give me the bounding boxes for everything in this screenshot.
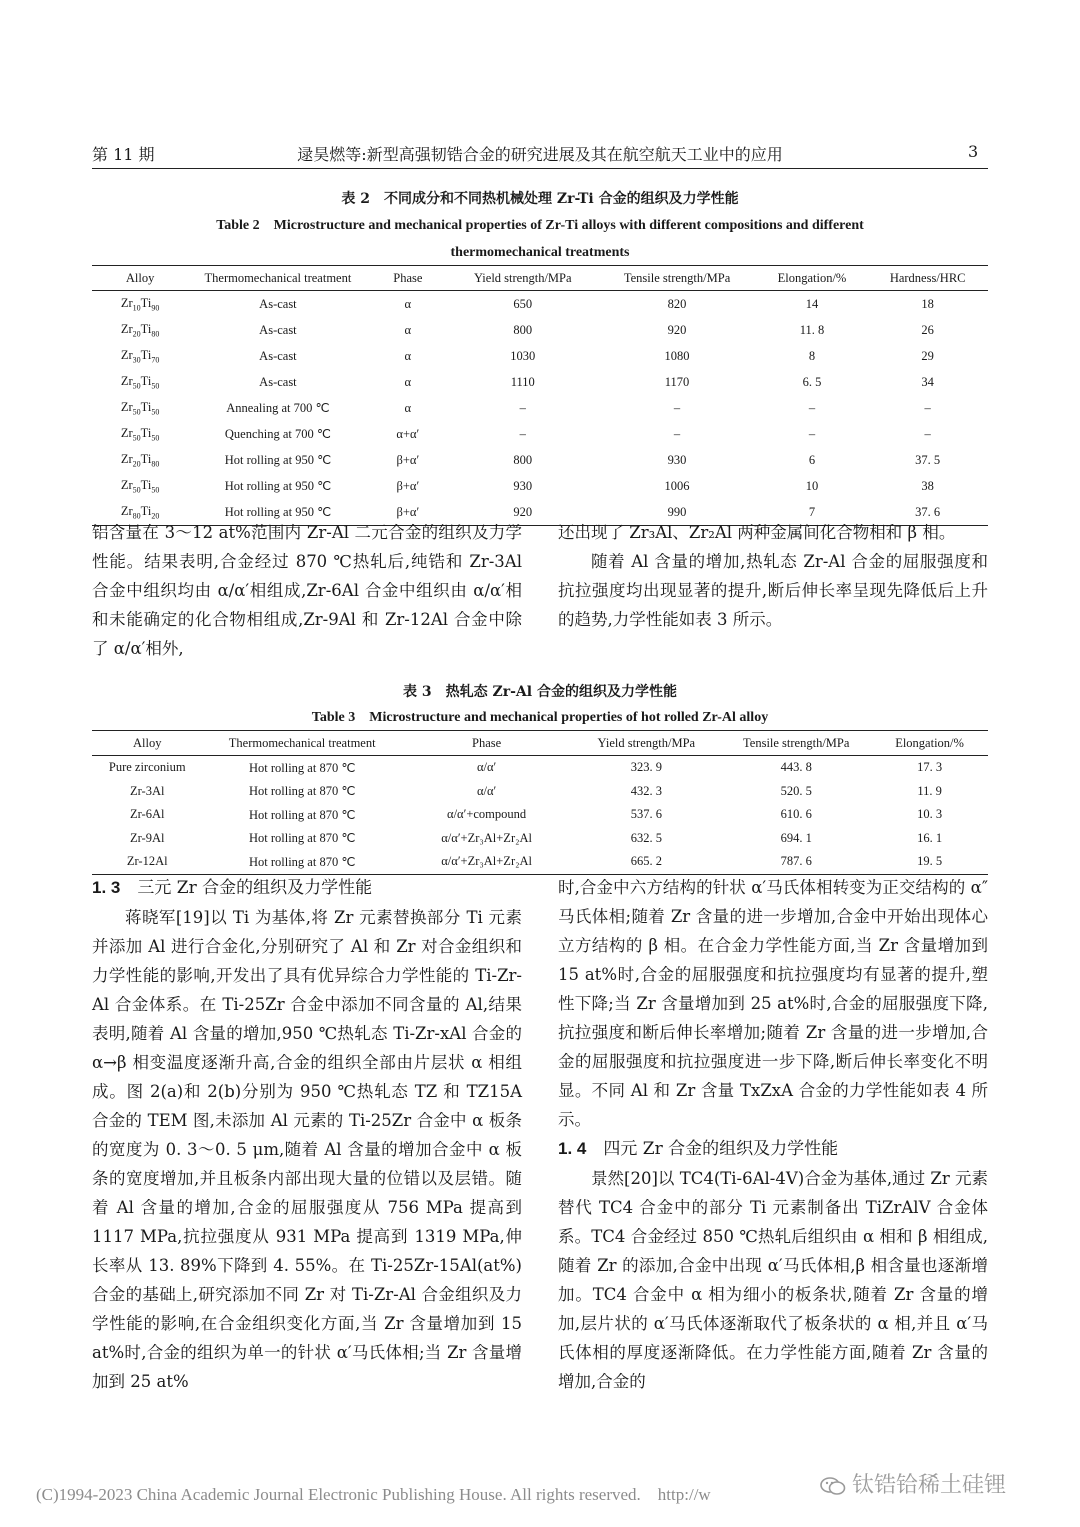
running-title: 逯昊燃等:新型高强韧锆合金的研究进展及其在航空航天工业中的应用 [297, 145, 783, 164]
alloy-element: Zr [120, 295, 133, 310]
alloy-fraction: 10 [132, 303, 141, 313]
alloy-fraction: 80 [151, 459, 160, 469]
treatment-cell: Hot rolling at 950 ℃ [224, 453, 332, 467]
phase-cell: α [404, 400, 412, 415]
watermark [820, 1468, 1006, 1499]
table3-col-yield: Yield strength/MPa [571, 731, 721, 756]
alloy-element: Ti [140, 503, 152, 518]
section-title: 四元 Zr 合金的组织及力学性能 [603, 1139, 839, 1159]
yield-cell: 1030 [510, 348, 536, 363]
alloy-fraction: 30 [132, 355, 141, 365]
hardness-cell: 38 [921, 478, 934, 493]
alloy-element: Ti [140, 373, 152, 388]
tensile-cell: 1170 [664, 374, 690, 389]
tensile-cell: 920 [667, 322, 687, 337]
phase-cell: α/α′ [476, 760, 497, 775]
tensile-cell: 990 [597, 499, 756, 526]
page-number: 3 [968, 142, 979, 161]
phase-cell: α/α′+compound [447, 807, 527, 822]
elongation-cell: 19. 5 [871, 850, 988, 874]
paragraph: 蒋晓军[19]以 Ti 为基体,将 Zr 元素替换部分 Ti 元素并添加 Al 进行合金化,分别研究了 Al 和 Zr 对合金组织和力学性能的影响,开发出了具有优异综合力学性能的 Ti-Zr-Al 合金体系。在 Ti-25Zr 合金中添加不同含量的 Al,结果表明,随着 Al 含量的增加,950 ℃热轧态 Ti-Zr-xAl 合金的 α→β 相变温度逐渐升高,合金的组织全部由片层状 α 相组成。图 2(a)和 2(b)分别为 950 ℃热轧态 TZ 和 TZ15A 合金的 TEM 图,未添加 Al 元素的 Ti-25Zr 合金中 α 板条的宽度为 0. 3～0. 5 μm,随着 Al 含量的增加合金中 α 板条的宽度增加,并且板条内部出现大量的位错以及层错。随着 Al 含量的增加,合金的屈服强度从 756 MPa 提高到 1117 MPa,抗拉强度从 931 MPa 提高到 1319 MPa,伸长率从 13. 89%下降到 4. 55%。在 Ti-25Zr-15Al(at%)合金的基础上,研究添加不同 Zr 对 Ti-Zr-Al 合金组织及力学性能的影响,在合金组织变化方面,当 Zr 含量增加到 15 at%时,合金的组织为单一的针状 α′马氏体相;当 Zr 含量增加到 25 at% [92, 908, 522, 1391]
table-row [92, 447, 988, 473]
alloy-cell: Zr-6Al [130, 807, 165, 822]
table2-col-tensile: Tensile strength/MPa [597, 266, 756, 291]
alloy-fraction: 50 [151, 485, 160, 495]
alloy-fraction: 50 [132, 381, 141, 391]
phase-cell: α [404, 374, 412, 389]
treatment-cell: Hot rolling at 870 ℃ [248, 760, 356, 775]
hardness-cell: – [924, 426, 931, 441]
elongation-cell: 10 [805, 478, 819, 493]
paragraph: 还出现了 Zr₃Al、Zr₂Al 两种金属间化合物相和 β 相。 [558, 523, 956, 542]
table2-caption-en-1: Table 2 Microstructure and mechanical properties of Zr-Ti alloys with different compositions and different [216, 218, 864, 233]
table3-caption-cn: 表 3 热轧态 Zr-Al 合金的组织及力学性能 [403, 684, 677, 700]
phase-cell: α [404, 322, 412, 337]
table-row [92, 369, 988, 395]
hardness-cell: 34 [921, 374, 934, 389]
phase-cell: β+α′ [368, 499, 448, 526]
paragraph: 景然[20]以 TC4(Ti-6Al-4V)合金为基体,通过 Zr 元素替代 TC4 合金中的部分 Ti 元素制备出 TiZrAlV 合金体系。TC4 合金经过 850 ℃热轧后组织由 α 相和 β 相组成,随着 Zr 的添加,合金中出现 α′马氏体相,β 相含量也逐渐增加。TC4 合金中 α 相为细小的板条状,随着 Zr 含量的增加,层片状的 α′马氏体逐渐取代了板条状的 α 相,并且 α′马氏体相的厚度逐渐降低。在力学性能方面,随着 Zr 含量的增加,合金的 [558, 1169, 988, 1391]
alloy-cell [92, 473, 188, 499]
table3-col-phase: Phase [402, 731, 572, 756]
alloy-element: Ti [140, 451, 152, 466]
alloy-fraction: 50 [132, 485, 141, 495]
table2-col-alloy: Alloy [92, 266, 188, 291]
alloy-cell [92, 447, 188, 473]
hardness-cell: 37. 5 [915, 452, 941, 467]
tensile-cell: 820 [667, 296, 687, 311]
yield-cell: 800 [513, 452, 533, 467]
table-row [92, 827, 988, 851]
section-number: 1. 4 [558, 1139, 587, 1158]
phase-cell: α [404, 296, 412, 311]
alloy-cell: Zr-3Al [130, 783, 165, 798]
table2-col-elongation: Elongation/% [757, 266, 868, 291]
table3 [92, 730, 988, 875]
elongation-cell: – [808, 426, 816, 441]
alloy-cell: Zr-12Al [92, 850, 202, 874]
table2 [92, 265, 988, 526]
table2-caption-en-2: thermomechanical treatments [450, 245, 630, 260]
body-right-2 [558, 873, 988, 1396]
phase-cell: α/α′+Zr₃Al+Zr₂Al [441, 830, 532, 845]
table-row [92, 395, 988, 421]
treatment-cell: Hot rolling at 870 ℃ [248, 831, 356, 846]
section-number: 1. 3 [92, 878, 121, 897]
alloy-fraction: 50 [132, 433, 141, 443]
paragraph: 铝含量在 3～12 at%范围内 Zr-Al 二元合金的组织及力学性能。结果表明,合金经过 870 ℃热轧后,纯锆和 Zr-3Al 合金中组织均由 α/α′相组成,Zr-6Al 合金中组织由 α/α′相和未能确定的化合物相组成,Zr-9Al 和 Zr-12Al 合金中除了 α/α′相外, [92, 523, 522, 658]
header-rule [92, 168, 988, 169]
treatment-cell: Hot rolling at 870 ℃ [248, 784, 356, 799]
treatment-cell: Hot rolling at 950 ℃ [224, 479, 332, 493]
hardness-cell: 26 [921, 322, 934, 337]
yield-cell: 537. 6 [630, 807, 662, 822]
alloy-fraction: 20 [151, 511, 160, 521]
alloy-fraction: 80 [151, 329, 160, 339]
table3-col-treatment: Thermomechanical treatment [202, 731, 401, 756]
elongation-cell: 14 [805, 296, 819, 311]
yield-cell: 920 [448, 499, 597, 526]
elongation-cell: – [808, 400, 816, 415]
yield-cell: – [519, 426, 526, 441]
alloy-fraction: 80 [132, 511, 141, 521]
yield-cell: – [519, 400, 526, 415]
yield-cell: 432. 3 [630, 783, 662, 798]
table-row [92, 473, 988, 499]
table-row [92, 317, 988, 343]
alloy-fraction: 50 [151, 407, 160, 417]
alloy-cell [92, 395, 188, 421]
alloy-cell [92, 421, 188, 447]
table-row [92, 343, 988, 369]
elongation-cell: 7 [757, 499, 868, 526]
alloy-element: Ti [140, 399, 152, 414]
alloy-element: Zr [120, 425, 133, 440]
table2-col-treatment: Thermomechanical treatment [188, 266, 367, 291]
alloy-cell [92, 317, 188, 343]
table3-caption-en: Table 3 Microstructure and mechanical properties of hot rolled Zr-Al alloy [311, 710, 769, 725]
alloy-element: Ti [140, 295, 152, 310]
body-right-1 [558, 518, 988, 634]
elongation-cell: 11. 9 [917, 783, 942, 798]
alloy-element: Ti [140, 347, 152, 362]
table-row [92, 291, 988, 318]
treatment-cell: As-cast [259, 296, 297, 311]
yield-cell: 800 [513, 322, 533, 337]
table3-header-row [92, 731, 988, 756]
tensile-cell: 610. 6 [780, 807, 812, 822]
elongation-cell: 10. 3 [917, 807, 943, 822]
alloy-fraction: 50 [132, 407, 141, 417]
body-left-1 [92, 518, 522, 663]
elongation-cell: 16. 1 [917, 830, 943, 845]
alloy-cell [92, 369, 188, 395]
table3-col-tensile: Tensile strength/MPa [721, 731, 871, 756]
alloy-element: Zr [120, 503, 133, 518]
table-row [92, 803, 988, 827]
table-row [92, 421, 988, 447]
treatment-cell: Annealing at 700 ℃ [226, 401, 330, 415]
tensile-cell: 787. 6 [721, 850, 871, 874]
phase-cell: α/α′ [476, 783, 497, 798]
alloy-fraction: 20 [132, 459, 141, 469]
table3-col-elongation: Elongation/% [871, 731, 988, 756]
alloy-element: Ti [140, 321, 152, 336]
copyright-footer: (C)1994-2023 China Academic Journal Electronic Publishing House. All rights reserved. http://w [36, 1485, 711, 1504]
alloy-cell [92, 291, 188, 318]
watermark-text: 钛锆铪稀土硅锂 [852, 1473, 1007, 1498]
table2-header-row [92, 266, 988, 291]
phase-cell: α+α′ [396, 426, 420, 441]
section-1-3 [92, 873, 522, 1396]
treatment-cell: Quenching at 700 ℃ [224, 427, 331, 441]
tensile-cell: 443. 8 [780, 760, 812, 775]
section-title: 三元 Zr 合金的组织及力学性能 [137, 878, 373, 898]
treatment-cell: Hot rolling at 870 ℃ [248, 807, 356, 822]
elongation-cell: 8 [808, 348, 816, 363]
alloy-element: Zr [120, 347, 133, 362]
alloy-fraction: 50 [151, 381, 160, 391]
hardness-cell: – [924, 400, 931, 415]
table2-col-yield: Yield strength/MPa [448, 266, 597, 291]
alloy-element: Ti [140, 477, 152, 492]
phase-cell: β+α′ [396, 478, 420, 493]
elongation-cell: 11. 8 [799, 322, 825, 337]
yield-cell: 632. 5 [630, 830, 662, 845]
table2-col-hardness: Hardness/HRC [867, 266, 988, 291]
alloy-element: Zr [120, 451, 133, 466]
alloy-fraction: 90 [151, 303, 160, 313]
alloy-cell: Pure zirconium [108, 760, 186, 775]
tensile-cell: 930 [667, 452, 687, 467]
alloy-cell: Zr-9Al [130, 830, 165, 845]
wechat-icon [820, 1476, 846, 1496]
hardness-cell: 18 [921, 296, 934, 311]
treatment-cell: As-cast [259, 374, 297, 389]
table3-col-alloy: Alloy [92, 731, 202, 756]
phase-cell: α/α′+Zr₃Al+Zr₂Al [402, 850, 572, 874]
hardness-cell: 37. 6 [867, 499, 988, 526]
yield-cell: 323. 9 [630, 760, 662, 775]
tensile-cell: – [673, 400, 681, 415]
yield-cell: 665. 2 [571, 850, 721, 874]
section-heading [558, 1134, 988, 1164]
section-heading [92, 873, 522, 903]
table2-caption-cn: 表 2 不同成分和不同热机械处理 Zr-Ti 合金的组织及力学性能 [341, 191, 739, 207]
yield-cell: 930 [513, 478, 533, 493]
paragraph: 随着 Al 含量的增加,热轧态 Zr-Al 合金的屈服强度和抗拉强度均出现显著的提升,断后伸长率呈现先降低后上升的趋势,力学性能如表 3 所示。 [558, 552, 988, 629]
alloy-element: Zr [120, 373, 133, 388]
alloy-fraction: 50 [151, 433, 160, 443]
elongation-cell: 6 [808, 452, 816, 467]
phase-cell: α [404, 348, 412, 363]
elongation-cell: 6. 5 [802, 374, 822, 389]
yield-cell: 650 [513, 296, 533, 311]
treatment-cell: Hot rolling at 870 ℃ [202, 850, 401, 874]
table-row [92, 780, 988, 804]
hardness-cell: 29 [921, 348, 934, 363]
journal-issue: 第 11 期 [92, 145, 155, 164]
alloy-element: Zr [120, 321, 133, 336]
table-row [92, 850, 988, 874]
paragraph: 时,合金中六方结构的针状 α′马氏体相转变为正交结构的 α″马氏体相;随着 Zr 含量的进一步增加,合金中开始出现体心立方结构的 β 相。在合金力学性能方面,当 Zr 含量增加到 15 at%时,合金的屈服强度和抗拉强度均有显著的提升,塑性下降;当 Zr 含量增加到 25 at%时,合金的屈服强度下降,抗拉强度和断后伸长率增加;随着 Zr 含量的进一步增加,合金的屈服强度和抗拉强度进一步下降,断后伸长率变化不明显。不同 Al 和 Zr 含量 TxZxA 合金的力学性能如表 4 所示。 [558, 878, 988, 1129]
tensile-cell: 1080 [664, 348, 690, 363]
treatment-cell: As-cast [259, 348, 297, 363]
treatment-cell: As-cast [259, 322, 297, 337]
tensile-cell: – [673, 426, 681, 441]
tensile-cell: 694. 1 [780, 830, 812, 845]
alloy-cell [92, 343, 188, 369]
phase-cell: β+α′ [396, 452, 420, 467]
tensile-cell: 1006 [664, 478, 690, 493]
treatment-cell: Hot rolling at 950 ℃ [188, 499, 367, 526]
alloy-element: Zr [120, 399, 133, 414]
table-row [92, 756, 988, 780]
tensile-cell: 520. 5 [780, 783, 812, 798]
alloy-element: Zr [120, 477, 133, 492]
alloy-fraction: 20 [132, 329, 141, 339]
elongation-cell: 17. 3 [917, 760, 943, 775]
alloy-element: Ti [140, 425, 152, 440]
yield-cell: 1110 [510, 374, 535, 389]
table2-col-phase: Phase [368, 266, 448, 291]
alloy-fraction: 70 [151, 355, 160, 365]
